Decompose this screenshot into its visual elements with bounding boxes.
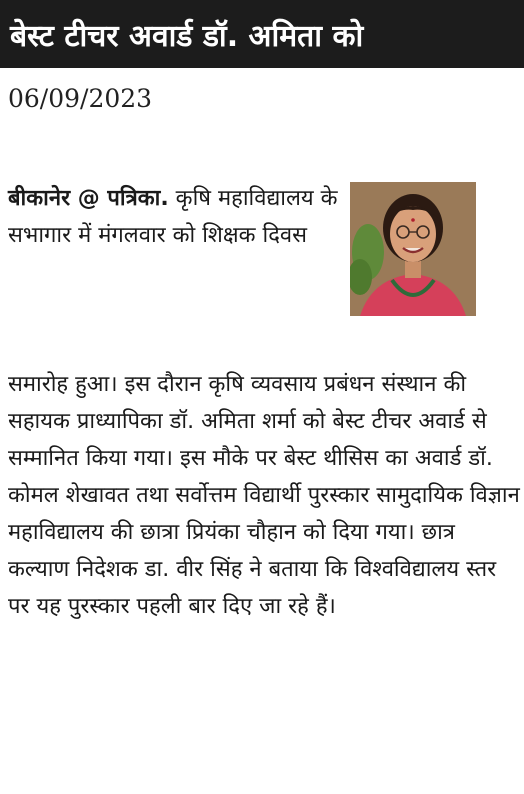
lead-text: कृषि महाविद्यालय के सभागार में मंगलवार को शिक्षक दिवस xyxy=(8,186,338,248)
article-body: समारोह हुआ। इस दौरान कृषि व्यवसाय प्रबंधन संस्थान की सहायक प्राध्यापिका डॉ. अमिता शर्मा को बेस्ट टीचर अवार्ड से सम्मानित किया गया। इस मौके पर बेस्ट थीसिस का अवार्ड डॉ. कोमल शेखावत तथा सर्वोत्तम विद्यार्थी पुरस्कार सामुदायिक विज्ञान महाविद्यालय की छात्रा प्रियंका चौहान को दिया गया। छात्र कल्याण निदेशक डा. वीर सिंह ने बताया कि विश्वविद्यालय स्तर पर यह पुरस्कार पहली बार दिए जा रहे हैं। xyxy=(8,372,520,619)
headline: बेस्ट टीचर अवार्ड डॉ. अमिता को xyxy=(10,18,364,54)
portrait-photo xyxy=(350,182,476,316)
dateline: बीकानेर @ पत्रिका. xyxy=(8,186,169,211)
lead-paragraph xyxy=(8,180,338,254)
headline-bar xyxy=(0,0,524,68)
publish-date: 06/09/2023 xyxy=(8,84,153,113)
portrait-photo-icon xyxy=(350,182,476,316)
